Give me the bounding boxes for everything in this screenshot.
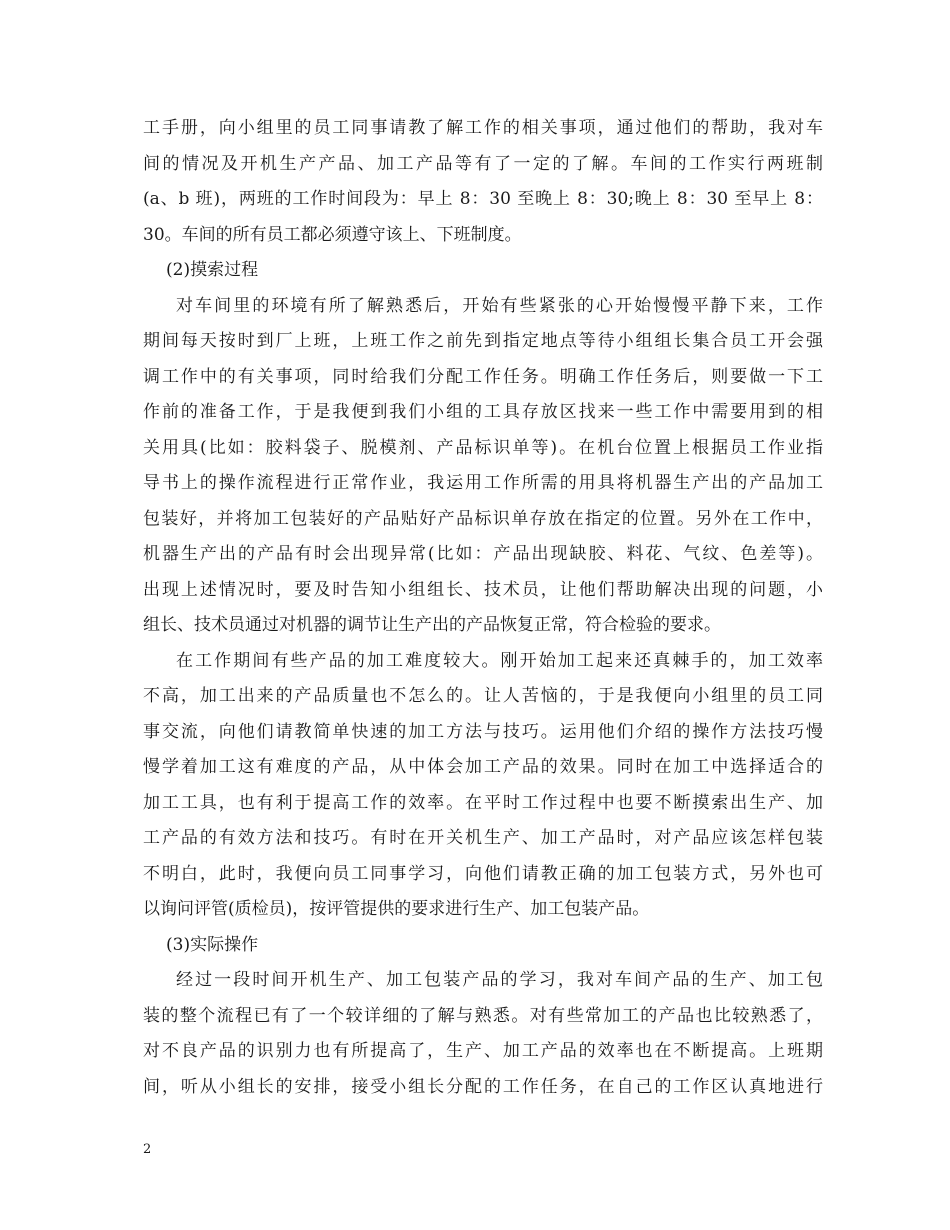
text-line: 30。车间的所有员工都必须遵守该上、下班制度。 <box>143 225 522 245</box>
text-line: 关用具(比如：胶料袋子、脱模剂、产品标识单等)。在机台位置上根据员工作业指 <box>143 438 823 458</box>
text-line: 不高，加工出来的产品质量也不怎么的。让人苦恼的，于是我便向小组里的员工同 <box>143 686 823 706</box>
text-line: 导书上的操作流程进行正常作业，我运用工作所需的用具将机器生产出的产品加工 <box>143 473 823 493</box>
text-line: 间，听从小组长的安排，接受小组长分配的工作任务，在自己的工作区认真地进行 <box>143 1077 823 1097</box>
text-line: 工手册，向小组里的员工同事请教了解工作的相关事项，通过他们的帮助，我对车 <box>143 118 823 138</box>
text-line: 在工作期间有些产品的加工难度较大。刚开始加工起来还真棘手的，加工效率 <box>176 651 823 671</box>
text-line: 出现上述情况时，要及时告知小组组长、技术员，让他们帮助解决出现的问题，小 <box>143 580 823 600</box>
text-line: 调工作中的有关事项，同时给我们分配工作任务。明确工作任务后，则要做一下工 <box>143 367 823 387</box>
text-line: 经过一段时间开机生产、加工包装产品的学习，我对车间产品的生产、加工包 <box>176 970 823 990</box>
text-line: 事交流，向他们请教简单快速的加工方法与技巧。运用他们介绍的操作方法技巧慢 <box>143 722 823 742</box>
text-line: (a、b 班)，两班的工作时间段为：早上 8：30 至晚上 8：30;晚上 8：30 至早上 8： <box>143 189 823 209</box>
text-line: 慢学着加工这有难度的产品，从中体会加工产品的效果。同时在加工中选择适合的 <box>143 757 823 777</box>
text-line: 作前的准备工作，于是我便到我们小组的工具存放区找来一些工作中需要用到的相 <box>143 402 823 422</box>
text-line: 机器生产出的产品有时会出现异常(比如：产品出现缺胶、料花、气纹、色差等)。 <box>143 544 823 564</box>
text-line: 包装好，并将加工包装好的产品贴好产品标识单存放在指定的位置。另外在工作中， <box>143 509 823 529</box>
text-line: 对不良产品的识别力也有所提高了，生产、加工产品的效率也在不断提高。上班期 <box>143 1041 823 1061</box>
text-line: 以询问评管(质检员)，按评管提供的要求进行生产、加工包装产品。 <box>143 899 650 919</box>
text-line: 对车间里的环境有所了解熟悉后，开始有些紧张的心开始慢慢平静下来，工作 <box>176 296 823 316</box>
text-line: 不明白，此时，我便向员工同事学习，向他们请教正确的加工包装方式，另外也可 <box>143 864 823 884</box>
section-heading: (2)摸索过程 <box>166 260 259 280</box>
text-line: 装的整个流程已有了一个较详细的了解与熟悉。对有些常加工的产品也比较熟悉了， <box>143 1006 823 1026</box>
page-number: 2 <box>143 1142 152 1157</box>
text-line: 期间每天按时到厂上班，上班工作之前先到指定地点等待小组组长集合员工开会强 <box>143 331 823 351</box>
text-line: 组长、技术员通过对机器的调节让生产出的产品恢复正常，符合检验的要求。 <box>143 615 721 635</box>
text-line: 加工工具，也有利于提高工作的效率。在平时工作过程中也要不断摸索出生产、加 <box>143 793 823 813</box>
text-line: 间的情况及开机生产产品、加工产品等有了一定的了解。车间的工作实行两班制 <box>143 154 823 174</box>
section-heading: (3)实际操作 <box>166 935 259 955</box>
text-line: 工产品的有效方法和技巧。有时在开关机生产、加工产品时，对产品应该怎样包装 <box>143 828 823 848</box>
